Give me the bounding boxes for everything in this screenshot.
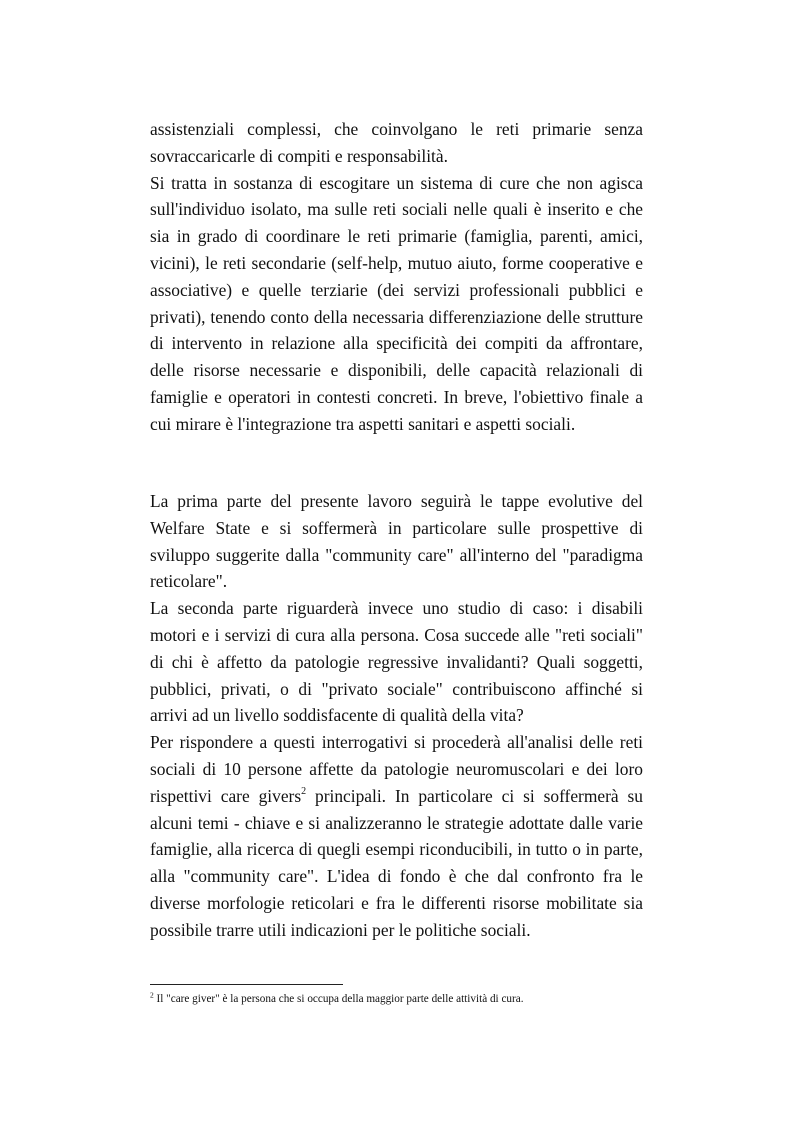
footnote-text: Il "care giver" è la persona che si occupa della maggior parte delle attività di cura. — [153, 993, 524, 1005]
paragraph: assistenziali complessi, che coinvolgano le reti primarie senza sovraccaricarle di compiti e responsabilità. — [150, 119, 643, 166]
footnote-reference: 2 — [301, 785, 307, 797]
paragraph: Si tratta in sostanza di escogitare un sistema di cure che non agisca sull'individuo isolato, ma sulle reti sociali nelle quali è inserito e che sia in grado di coordinare le reti primarie (famiglia, parenti, amici, vicini), le reti secondarie (self-help, mutuo aiuto, forme cooperative e associative) e quelle terziarie (dei servizi professionali pubblici e privati), tenendo conto della necessaria differenziazione delle strutture di intervento in relazione alla specificità dei compiti da affrontare, delle risorse necessarie e disponibili, delle capacità relazionali di famiglie e operatori in contesti concreti. In breve, l'obiettivo finale a cui mirare è l'integrazione tra aspetti sanitari e aspetti sociali. — [150, 172, 643, 434]
paragraph-text: principali. In particolare ci si soffermerà su alcuni temi - chiave e si analizzeranno le strategie adottate dalle varie famiglie, alla ricerca di quegli esempi riconducibili, in tutto o in parte, alla "community care". L'idea di fondo è che dal confronto fra le diverse morfologie reticolari e fra le differenti risorse mobilitate sia possibile trarre utili indicazioni per le politiche sociali. — [150, 785, 643, 940]
paragraph-text: Per rispondere a questi interrogativi si procederà all'analisi delle reti sociali di 10 persone affette da patologie neuromuscolari e dei loro rispettivi care givers — [150, 732, 643, 806]
body-text-block-1 — [150, 116, 643, 438]
footnote — [150, 992, 643, 1006]
body-text-block-2 — [150, 488, 643, 944]
paragraph-with-footnote — [150, 729, 643, 943]
paragraph: La prima parte del presente lavoro seguirà le tappe evolutive del Welfare State e si soffermerà in particolare sulle prospettive di sviluppo suggerite dalla "community care" all'interno del "paradigma reticolare". — [150, 491, 643, 592]
footnote-separator — [150, 984, 343, 985]
paragraph: La seconda parte riguarderà invece uno studio di caso: i disabili motori e i servizi di cura alla persona. Cosa succede alle "reti sociali" di chi è affetto da patologie regressive invalidanti? Quali soggetti, pubblici, privati, o di "privato sociale" contribuiscono affinché si arrivi ad un livello soddisfacente di qualità della vita? — [150, 598, 643, 726]
footnote-number: 2 — [150, 990, 154, 1000]
